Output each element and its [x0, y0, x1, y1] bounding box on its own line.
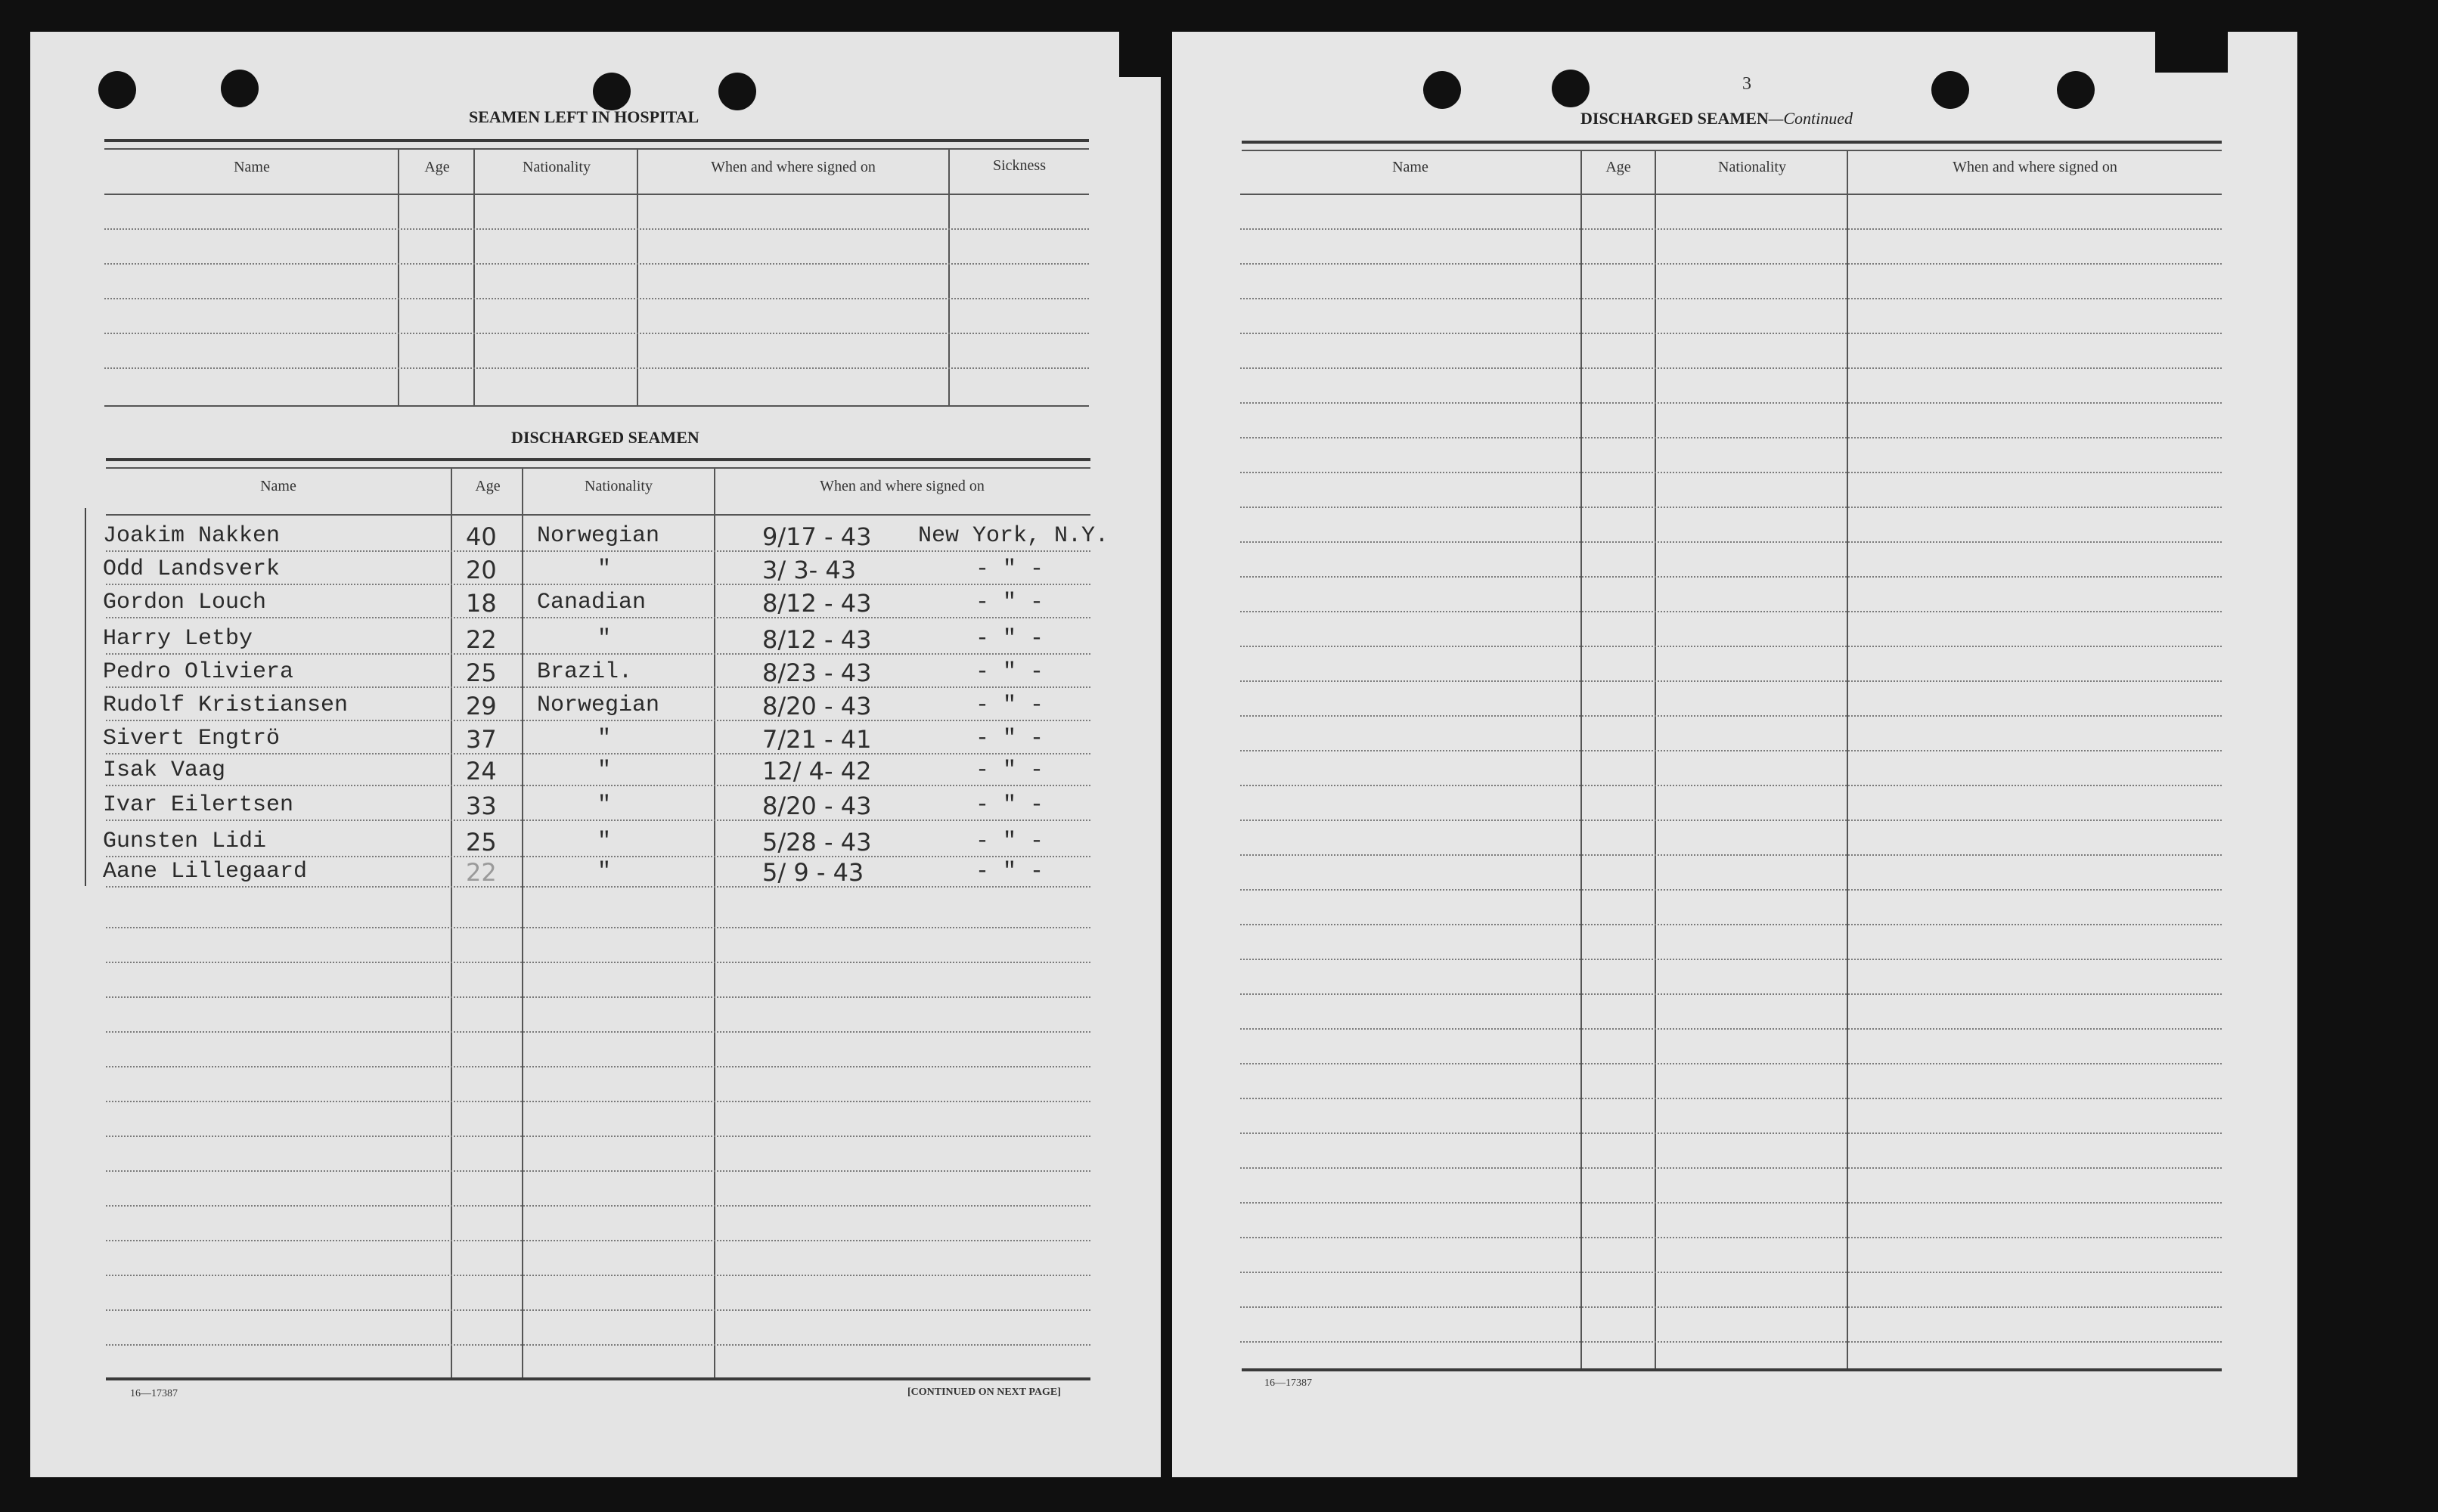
row-rule [1240, 437, 2222, 438]
row-rule [106, 1170, 1090, 1172]
seaman-age: 25 [466, 828, 497, 857]
row-rule [1240, 959, 2222, 960]
signed-on-place: - " - [976, 590, 1044, 615]
row-rule [106, 584, 1090, 585]
row-rule [106, 856, 1090, 857]
row-rule [1240, 750, 2222, 751]
hospital-section-title: SEAMEN LEFT IN HOSPITAL [469, 107, 699, 126]
check-mark [85, 844, 91, 886]
row-rule [1240, 889, 2222, 891]
discharged-header-nationality: Nationality [585, 478, 653, 494]
seaman-nationality: " [597, 859, 612, 885]
seaman-age: 29 [466, 692, 497, 720]
seaman-age: 18 [466, 589, 497, 618]
row-rule [106, 1136, 1090, 1137]
punch-hole [1931, 71, 1969, 109]
row-rule [106, 886, 1090, 888]
discharged-header-signed-on: When and where signed on [820, 478, 985, 494]
punch-hole [2057, 71, 2095, 109]
signed-on-date: 8/20 - 43 [762, 692, 872, 720]
row-rule [1240, 228, 2222, 230]
hospital-header-name: Name [234, 159, 270, 175]
row-rule [106, 1344, 1090, 1346]
continued-header-nationality: Nationality [1718, 159, 1786, 175]
row-rule [1240, 263, 2222, 265]
seaman-name: Isak Vaag [103, 758, 226, 783]
punch-hole [221, 70, 259, 107]
row-rule [106, 686, 1090, 688]
row-rule [1240, 820, 2222, 821]
signed-on-date: 8/12 - 43 [762, 589, 872, 618]
signed-on-place: - " - [976, 859, 1044, 885]
seaman-age: 24 [466, 757, 497, 785]
row-rule [104, 228, 1089, 230]
seaman-nationality: " [597, 829, 612, 854]
header-underline [104, 194, 1089, 195]
left-page [30, 32, 1161, 1477]
row-rule [1240, 924, 2222, 925]
row-rule [106, 1275, 1090, 1276]
row-rule [1240, 993, 2222, 995]
seaman-name: Pedro Oliviera [103, 659, 294, 685]
signed-on-place: - " - [976, 556, 1044, 582]
seaman-name: Odd Landsverk [103, 556, 281, 582]
row-rule [1240, 1167, 2222, 1169]
row-rule [1240, 1341, 2222, 1343]
signed-on-place: - " - [976, 829, 1044, 854]
seaman-nationality: " [597, 626, 612, 652]
seaman-nationality: " [597, 726, 612, 751]
signed-on-place: - " - [976, 659, 1044, 685]
row-rule [104, 367, 1089, 369]
seaman-age: 20 [466, 556, 497, 584]
divider [106, 458, 1090, 461]
signed-on-date: 7/21 - 41 [762, 725, 872, 754]
discharged-header-age: Age [475, 478, 501, 494]
row-rule [106, 720, 1090, 721]
row-rule [1240, 1028, 2222, 1030]
row-rule [1240, 854, 2222, 856]
signed-on-place: - " - [976, 792, 1044, 818]
row-rule [106, 820, 1090, 821]
signed-on-date: 5/28 - 43 [762, 828, 872, 857]
divider [104, 148, 1089, 150]
row-rule [106, 962, 1090, 963]
continued-header-age: Age [1605, 159, 1631, 175]
row-rule [104, 333, 1089, 334]
row-rule [106, 1240, 1090, 1241]
row-rule [106, 1205, 1090, 1207]
punch-hole [98, 71, 136, 109]
signed-on-date: 8/12 - 43 [762, 625, 872, 654]
signed-on-date: 8/23 - 43 [762, 658, 872, 687]
row-rule [106, 996, 1090, 998]
divider [1242, 150, 2222, 151]
divider [104, 139, 1089, 142]
punch-hole [718, 73, 756, 110]
row-rule [104, 298, 1089, 299]
row-rule [1240, 1063, 2222, 1064]
seaman-name: Gunsten Lidi [103, 829, 267, 854]
seaman-nationality: " [597, 556, 612, 582]
seaman-name: Rudolf Kristiansen [103, 692, 349, 718]
signed-on-date: 9/17 - 43 [762, 522, 872, 551]
hospital-header-nationality: Nationality [523, 159, 591, 175]
divider [106, 467, 1090, 469]
row-rule [1240, 715, 2222, 717]
row-rule [1240, 785, 2222, 786]
row-rule [1240, 402, 2222, 404]
row-rule [1240, 646, 2222, 647]
signed-on-place: - " - [976, 726, 1044, 751]
form-code: 16—17387 [130, 1388, 178, 1399]
hospital-header-sickness: Sickness [993, 157, 1046, 174]
seaman-name: Joakim Nakken [103, 523, 281, 549]
row-rule [1240, 1098, 2222, 1099]
continued-header-name: Name [1392, 159, 1428, 175]
row-rule [1240, 367, 2222, 369]
seaman-age: 25 [466, 658, 497, 687]
seaman-age: 40 [466, 522, 497, 551]
row-rule [106, 550, 1090, 552]
row-rule [106, 617, 1090, 618]
seaman-age: 22 [466, 625, 497, 654]
row-rule [1240, 611, 2222, 612]
seaman-nationality: Canadian [537, 590, 647, 615]
header-underline [1240, 194, 2222, 195]
continued-section-title: DISCHARGED SEAMEN—Continued [1580, 109, 1853, 128]
seaman-age: 33 [466, 792, 497, 820]
row-rule [106, 1101, 1090, 1102]
row-rule [106, 1031, 1090, 1033]
row-rule [1240, 680, 2222, 682]
signed-on-date: 5/ 9 - 43 [762, 858, 864, 887]
punch-hole [1552, 70, 1590, 107]
seaman-name: Sivert Engtrö [103, 726, 281, 751]
row-rule [1240, 298, 2222, 299]
divider [1242, 141, 2222, 144]
discharged-section-title: DISCHARGED SEAMEN [511, 428, 699, 447]
row-rule [106, 927, 1090, 928]
torn-edge [2155, 30, 2228, 73]
row-rule [1240, 576, 2222, 578]
signed-on-date: 3/ 3- 43 [762, 556, 857, 584]
row-rule [1240, 1272, 2222, 1273]
signed-on-date: 8/20 - 43 [762, 792, 872, 820]
seaman-age: 37 [466, 725, 497, 754]
signed-on-place: New York, N.Y. [918, 523, 1109, 549]
signed-on-place: - " - [976, 692, 1044, 718]
signed-on-date: 12/ 4- 42 [762, 757, 872, 785]
page-number: 3 [1742, 74, 1751, 94]
punch-hole [593, 73, 631, 110]
row-rule [1240, 1202, 2222, 1204]
row-rule [1240, 507, 2222, 508]
seaman-nationality: Norwegian [537, 523, 660, 549]
signed-on-place: - " - [976, 626, 1044, 652]
seaman-name: Harry Letby [103, 626, 253, 652]
row-rule [104, 263, 1089, 265]
hospital-header-signed-on: When and where signed on [711, 159, 876, 175]
seaman-nationality: " [597, 792, 612, 818]
seaman-nationality: Brazil. [537, 659, 633, 685]
seaman-name: Aane Lillegaard [103, 859, 308, 885]
punch-hole [1423, 71, 1461, 109]
signed-on-place: - " - [976, 758, 1044, 783]
form-code: 16—17387 [1264, 1377, 1312, 1389]
row-rule [1240, 541, 2222, 543]
seaman-name: Gordon Louch [103, 590, 267, 615]
continued-note: [CONTINUED ON NEXT PAGE] [907, 1387, 1061, 1398]
right-page [1172, 32, 2297, 1477]
row-rule [1240, 1237, 2222, 1238]
seaman-nationality: Norwegian [537, 692, 660, 718]
row-rule [106, 653, 1090, 655]
table-bottom-rule [1242, 1368, 2222, 1371]
section-end-rule [104, 405, 1089, 407]
row-rule [106, 1066, 1090, 1067]
continued-header-signed-on: When and where signed on [1953, 159, 2117, 175]
row-rule [1240, 472, 2222, 473]
row-rule [106, 753, 1090, 754]
header-underline [106, 514, 1090, 516]
hospital-header-age: Age [424, 159, 450, 175]
seaman-name: Ivar Eilertsen [103, 792, 294, 818]
row-rule [106, 1309, 1090, 1311]
table-bottom-rule [106, 1377, 1090, 1380]
row-rule [106, 785, 1090, 786]
seaman-nationality: " [597, 758, 612, 783]
row-rule [1240, 1132, 2222, 1134]
seaman-age: 22 [466, 858, 497, 887]
row-rule [1240, 333, 2222, 334]
discharged-header-name: Name [260, 478, 296, 494]
row-rule [1240, 1306, 2222, 1308]
